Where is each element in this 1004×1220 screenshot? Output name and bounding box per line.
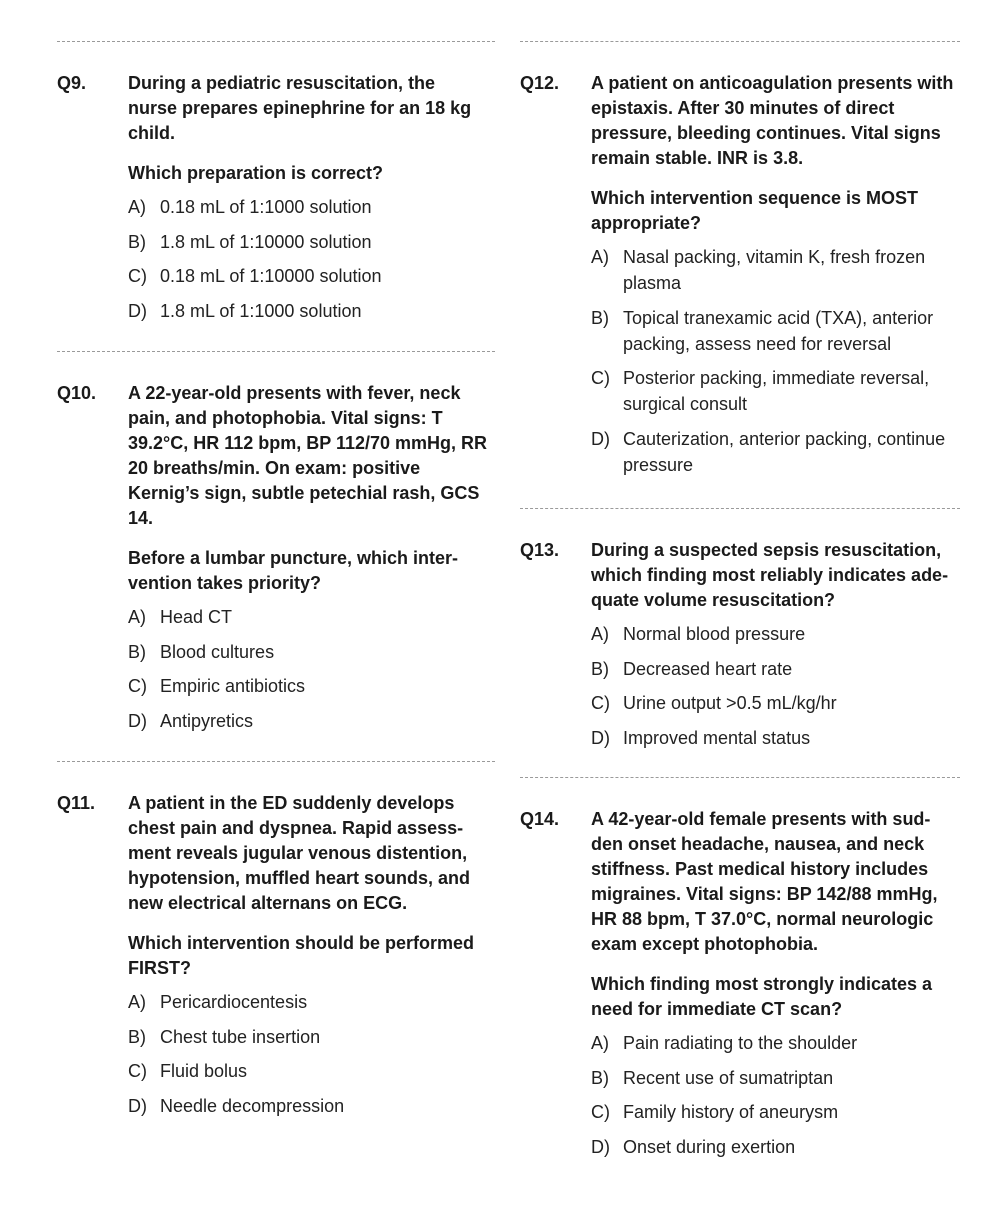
option-text: Blood cultures [160,641,275,662]
answer-option-d[interactable] [128,1093,488,1119]
question-body [591,807,958,1168]
option-letter: A) [128,197,146,217]
answer-option-c[interactable] [591,1099,958,1125]
option-letter: D) [128,710,147,731]
option-letter: B) [128,231,146,252]
option-letter: B) [591,658,609,679]
question-body [128,791,488,1127]
option-text: Onset during exertion [623,1136,796,1157]
question-prompt: Before a lumbar puncture, which inter-vention takes priority? [128,548,459,593]
question-number: Q10. [57,383,97,403]
question-text: A patient in the ED suddenly develops chest pain and dyspnea. Rapid assess-ment reveals jugular venous distention, hypotension, muffled heart sounds, and new electrical alternans on ECG. [128,793,471,913]
option-text: 1.8 mL of 1:1000 solution [160,300,362,321]
question-text: During a pediatric resuscitation, the nurse prepares epinephrine for an 18 kg child. [128,73,472,143]
answer-options [591,1030,958,1160]
option-text: Posterior packing, immediate reversal, surgical consult [623,368,930,415]
question-number: Q11. [57,793,96,813]
question-prompt: Which intervention sequence is MOST appropriate? [591,188,919,233]
option-text: Pain radiating to the shoulder [623,1033,858,1053]
question-number: Q13. [520,540,560,560]
question-body [128,381,488,742]
option-text: Decreased heart rate [623,658,793,679]
option-text: Empiric antibiotics [160,676,306,697]
option-letter: C) [128,266,147,287]
question-text: A patient on anticoagulation presents with epistaxis. After 30 minutes of direct pressure, bleeding continues. Vital signs remain stable. INR is 3.8. [591,73,954,168]
option-letter: C) [591,693,610,714]
option-letter: A) [591,1033,609,1053]
section-divider [57,351,495,352]
answer-options [128,194,488,324]
question-prompt: Which intervention should be performed FIRST? [128,933,475,978]
option-text: Cauterization, anterior packing, continue pressure [623,428,946,475]
answer-options [128,604,488,734]
answer-option-b[interactable] [128,1024,488,1050]
section-divider [57,41,495,42]
option-letter: C) [591,368,610,389]
option-letter: D) [128,1095,147,1116]
answer-option-d[interactable] [128,708,488,734]
option-text: Recent use of sumatriptan [623,1067,834,1088]
answer-option-a[interactable] [128,194,488,220]
option-letter: A) [128,992,146,1012]
answer-option-c[interactable] [591,690,958,716]
answer-option-b[interactable] [591,1065,958,1091]
option-text: 1.8 mL of 1:10000 solution [160,231,372,252]
option-letter: D) [591,428,610,449]
option-letter: B) [128,1026,146,1047]
option-text: Chest tube insertion [160,1026,321,1047]
answer-option-c[interactable] [128,1058,488,1084]
option-letter: D) [591,1136,610,1157]
question-body [591,71,958,486]
option-letter: C) [128,1061,147,1082]
option-letter: B) [591,307,609,328]
answer-option-d[interactable] [591,426,958,478]
option-text: Topical tranexamic acid (TXA), anterior packing, assess need for reversal [623,307,934,354]
option-text: Head CT [160,607,233,627]
question-number: Q14. [520,809,560,829]
question-body [128,71,488,332]
answer-option-c[interactable] [591,365,958,417]
answer-options [591,621,958,751]
section-divider [520,41,960,42]
question-text: During a suspected sepsis resuscitation, which finding most reliably indicates ade-quate volume resuscitation? [591,540,949,610]
option-text: Nasal packing, vitamin K, fresh frozen plasma [623,247,926,293]
option-text: Needle decompression [160,1095,345,1116]
section-divider [57,761,495,762]
option-text: Pericardiocentesis [160,992,308,1012]
answer-option-b[interactable] [128,639,488,665]
answer-option-c[interactable] [128,263,488,289]
question-prompt: Which preparation is correct? [128,163,384,183]
option-text: Improved mental status [623,727,811,748]
answer-option-d[interactable] [591,725,958,751]
option-text: Urine output >0.5 mL/kg/hr [623,693,837,714]
answer-options [128,989,488,1119]
section-divider [520,777,960,778]
option-letter: A) [591,247,609,267]
option-text: Normal blood pressure [623,624,806,644]
section-divider [520,508,960,509]
option-letter: C) [128,676,147,697]
option-letter: D) [591,727,610,748]
answer-option-a[interactable] [591,244,958,296]
answer-option-d[interactable] [128,298,488,324]
answer-option-b[interactable] [128,229,488,255]
question-number: Q12. [520,73,560,93]
option-text: Family history of aneurysm [623,1102,839,1123]
answer-option-b[interactable] [591,656,958,682]
answer-option-d[interactable] [591,1134,958,1160]
option-text: Antipyretics [160,710,254,731]
question-prompt: Which finding most strongly indicates a need for immediate CT scan? [591,974,933,1019]
answer-option-c[interactable] [128,673,488,699]
answer-option-a[interactable] [591,1030,958,1056]
answer-option-a[interactable] [591,621,958,647]
option-letter: D) [128,300,147,321]
option-text: 0.18 mL of 1:1000 solution [160,197,372,217]
option-letter: B) [128,641,146,662]
option-letter: C) [591,1102,610,1123]
question-text: A 42-year-old female presents with sud-den onset headache, nausea, and neck stiffness. Past medical history includes migraines. Vital signs: BP 142/88 mmHg, HR 88 bpm, T 37.0°C, normal neurologic exam except photophobia. [591,809,938,954]
question-number: Q9. [57,73,87,93]
option-letter: A) [591,624,609,644]
question-text: A 22-year-old presents with fever, neck pain, and photophobia. Vital signs: T 39.2°C, HR 112 bpm, BP 112/70 mmHg, RR 20 breaths/min. On exam: positive Kernig’s sign, subtle petechial rash, GCS 14. [128,383,488,528]
option-text: 0.18 mL of 1:10000 solution [160,266,382,287]
option-text: Fluid bolus [160,1061,248,1082]
answer-option-a[interactable] [128,989,488,1015]
answer-option-b[interactable] [591,305,958,357]
answer-options [591,244,958,478]
option-letter: B) [591,1067,609,1088]
answer-option-a[interactable] [128,604,488,630]
option-letter: A) [128,607,146,627]
question-body [591,538,958,759]
